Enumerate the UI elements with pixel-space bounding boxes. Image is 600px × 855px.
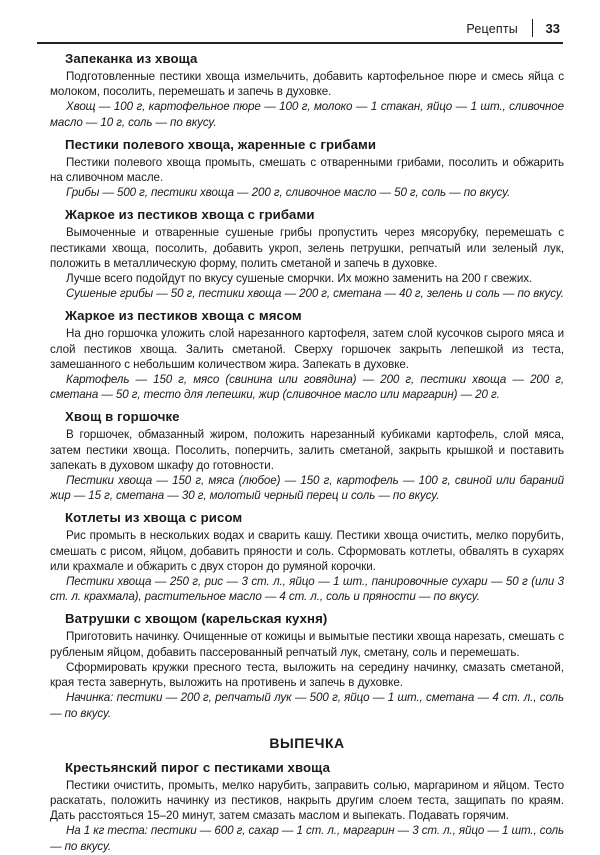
recipe-title: Жаркое из пестиков хвоща с мясом (65, 308, 302, 324)
recipes-bottom (50, 759, 564, 854)
recipe-title: Ватрушки с хвощом (карельская кухня) (65, 611, 328, 627)
recipe (50, 136, 564, 201)
section-title-baking: ВЫПЕЧКА (269, 734, 345, 751)
recipe-title: Жаркое из пестиков хвоща с грибами (65, 207, 315, 223)
recipe (50, 759, 564, 854)
recipe (50, 509, 564, 604)
page-header (0, 0, 600, 42)
running-head: Рецепты (466, 22, 518, 36)
recipe-ingredients: Грибы — 500 г, пестики хвоща — 200 г, сливочное масло — 50 г, соль — по вкусу. (66, 186, 511, 200)
recipe-paragraph: Лучше всего подойдут по вкусу сушеные сморчки. Их можно заменить на 200 г свежих. (66, 272, 533, 286)
recipe (50, 408, 564, 503)
recipe (50, 206, 564, 301)
recipe (50, 50, 564, 130)
recipe-ingredients: На 1 кг теста: пестики — 600 г, сахар — 1 ст. л., маргарин — 3 ст. л., яйцо — 1 шт., соль — по вкусу. (50, 824, 564, 853)
page-content (50, 44, 564, 854)
recipe-ingredients: Сушеные грибы — 50 г, пестики хвоща — 200 г, сметана — 40 г, зелень и соль — по вкусу. (66, 287, 564, 301)
recipe-paragraph: Сформировать кружки пресного теста, выложить на середину начинку, смазать сметаной, края теста завернуть, выложить на противень и запечь в духовке. (50, 660, 564, 690)
recipe-paragraph: На дно горшочка уложить слой нарезанного картофеля, затем слой кусочков сырого мяса и слой пестиков хвоща. Залить сметаной. Сверху горшочек закрыть лепешкой из теста, замешанного с небольшим количеством жира. Запекать в духовке. (50, 327, 564, 371)
recipe-paragraph: Рис промыть в нескольких водах и сварить кашу. Пестики хвоща очистить, мелко порубить, смешать с рисом, яйцом, добавить пряности и соль. Сформовать котлеты, обвалять в сухарях или крахмале и обжарить с двух сторон до румяной корочки. (50, 529, 564, 573)
recipe (50, 610, 564, 720)
recipe-ingredients: Картофель — 150 г, мясо (свинина или говядина) — 200 г, пестики хвоща — 200 г, сметана — 50 г, тесто для лепешки, жир (сливочное масло или маргарин) — 20 г. (50, 373, 564, 402)
recipe-ingredients: Хвощ — 100 г, картофельное пюре — 100 г, молоко — 1 стакан, яйцо — 1 шт., сливочное масло — 10 г, соль — по вкусу. (50, 100, 564, 129)
recipe-title: Котлеты из хвоща с рисом (65, 510, 243, 526)
recipe-title: Крестьянский пирог с пестиками хвоща (65, 759, 331, 775)
recipe-title: Пестики полевого хвоща, жаренные с грибами (65, 136, 377, 152)
recipe-paragraph: Подготовленные пестики хвоща измельчить, добавить картофельное пюре и смесь яйца с молоком, посолить, перемешать и запечь в духовке. (50, 70, 564, 99)
recipe-ingredients: Пестики хвоща — 150 г, мяса (любое) — 150 г, картофель — 100 г, свиной или бараний жир — 15 г, сметана — 30 г, молотый черный перец и соль — по вкусу. (50, 474, 564, 503)
recipe-paragraph: Пестики полевого хвоща промыть, смешать с отваренными грибами, посолить и обжарить на сливочном масле. (50, 155, 564, 185)
recipe-ingredients: Начинка: пестики — 200 г, репчатый лук — 500 г, яйцо — 1 шт., сметана — 4 ст. л., соль — по вкусу. (50, 691, 564, 720)
recipe-paragraph: Пестики очистить, промыть, мелко нарубить, заправить солью, маргарином и яйцом. Тесто раскатать, положить начинку из пестиков, накрыть другим слоем теста, защипать по краям. Дать расстояться 15–20 минут, затем смазать маслом и выпекать. Подавать горячим. (50, 778, 564, 823)
recipe-ingredients: Пестики хвоща — 250 г, рис — 3 ст. л., яйцо — 1 шт., панировочные сухари — 50 г (или 3 ст. л. крахмала), растительное масло — 4 ст. л., соль и пряности — по вкусу. (50, 575, 564, 604)
recipe (50, 307, 564, 402)
recipes-top (50, 50, 564, 721)
recipe-paragraph: В горшочек, обмазанный жиром, положить нарезанный кубиками картофель, слой мяса, затем пестики хвоща. Посолить, поперчить, залить сметаной, закрыть крышкой и поставить запекать в духовом шкафу до готовности. (50, 428, 564, 472)
recipe-title: Хвощ в горшочке (65, 409, 180, 425)
page-number: 33 (545, 21, 560, 36)
header-separator (532, 19, 533, 37)
recipe-paragraph: Вымоченные и отваренные сушеные грибы пропустить через мясорубку, перемешать с пестиками хвоща, посолить, добавить укроп, зелень петрушки, репчатый или зеленый лук, положить в металлическую форму, полить сметаной и запечь в духовке. (50, 226, 564, 270)
recipe-title: Запеканка из хвоща (65, 51, 198, 66)
recipe-paragraph: Приготовить начинку. Очищенные от кожицы и вымытые пестики хвоща нарезать, смешать с рубленым яйцом, добавить пассерованный репчатый лук, сметану, соль и перемешать. (50, 630, 564, 659)
